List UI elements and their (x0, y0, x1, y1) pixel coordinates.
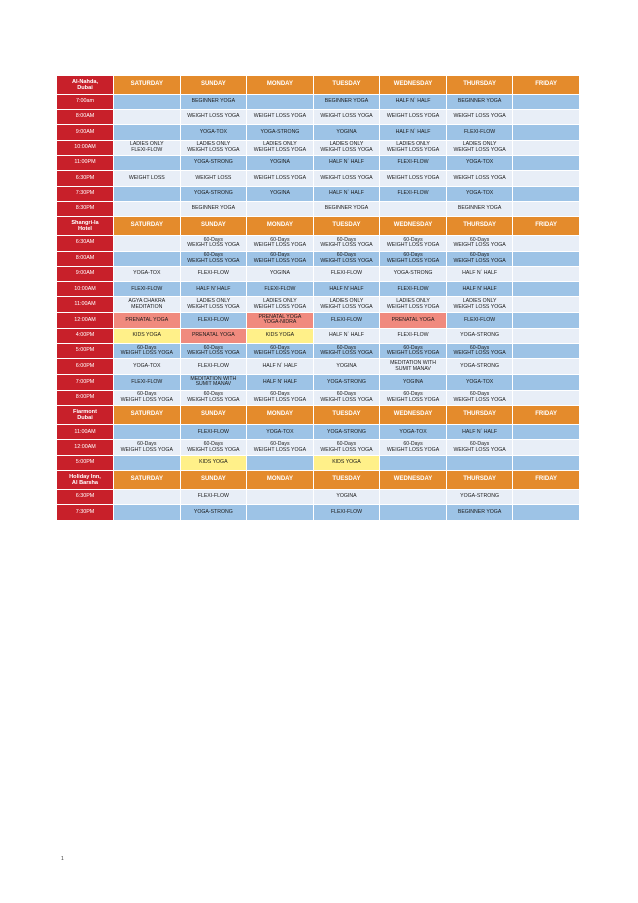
class-cell: 60-Days WEIGHT LOSS YOGA (380, 440, 447, 456)
day-header: MONDAY (247, 217, 314, 236)
day-header: MONDAY (247, 406, 314, 425)
class-cell: HALF N' HALF (247, 375, 314, 391)
day-header: SUNDAY (181, 217, 248, 236)
class-cell (114, 505, 181, 520)
day-header: SUNDAY (181, 406, 248, 425)
class-cell: PRENATAL YOGA YOGA-NIDRA (247, 313, 314, 329)
class-cell (513, 375, 580, 391)
class-cell (513, 456, 580, 471)
class-cell (247, 95, 314, 110)
class-cell: YOGA-TOX (247, 425, 314, 440)
class-cell: YOGINA (314, 359, 381, 375)
class-cell (114, 125, 181, 140)
class-cell: 60-Days WEIGHT LOSS YOGA (314, 236, 381, 252)
class-cell: BEGINNER YOGA (447, 202, 514, 217)
class-cell: 60-Days WEIGHT LOSS YOGA (114, 391, 181, 407)
class-cell: FLEXI-FLOW (380, 329, 447, 344)
class-cell (513, 171, 580, 186)
class-cell: YOGINA (380, 375, 447, 391)
class-cell: YOGINA (314, 125, 381, 140)
class-cell: 60-Days WEIGHT LOSS YOGA (314, 252, 381, 268)
class-cell: LADIES ONLY WEIGHT LOSS YOGA (380, 297, 447, 313)
class-cell: FLEXI-FLOW (314, 505, 381, 520)
class-cell: AGYA CHAKRA MEDITATION (114, 297, 181, 313)
day-header: WEDNESDAY (380, 76, 447, 95)
class-cell: YOGA-STRONG (314, 425, 381, 440)
time-slot: 5:00PM (57, 456, 114, 471)
class-cell: YOGA-STRONG (181, 156, 248, 171)
day-header: THURSDAY (447, 76, 514, 95)
class-cell (513, 202, 580, 217)
class-cell (247, 202, 314, 217)
class-cell: HALF N` HALF (380, 125, 447, 140)
class-cell: YOGINA (247, 187, 314, 202)
class-cell (513, 425, 580, 440)
class-cell: 60-Days WEIGHT LOSS YOGA (447, 440, 514, 456)
day-header: MONDAY (247, 471, 314, 490)
class-cell: FLEXI-FLOW (114, 375, 181, 391)
time-slot: 10:00AM (57, 282, 114, 297)
class-cell: 60-Days WEIGHT LOSS YOGA (247, 344, 314, 360)
class-cell: BEGINNER YOGA (447, 95, 514, 110)
class-cell (114, 95, 181, 110)
class-cell: 60-Days WEIGHT LOSS YOGA (114, 344, 181, 360)
class-cell: 60-Days WEIGHT LOSS YOGA (447, 236, 514, 252)
class-cell: 60-Days WEIGHT LOSS YOGA (314, 391, 381, 407)
day-header: WEDNESDAY (380, 217, 447, 236)
class-cell: 60-Days WEIGHT LOSS YOGA (247, 236, 314, 252)
class-cell: WEIGHT LOSS (181, 171, 248, 186)
class-cell: YOGA-STRONG (447, 490, 514, 505)
day-header: FRIDAY (513, 217, 580, 236)
time-slot: 10:00AM (57, 141, 114, 157)
class-cell (513, 297, 580, 313)
class-cell: YOGA-STRONG (181, 187, 248, 202)
class-cell: WEIGHT LOSS YOGA (247, 171, 314, 186)
day-header: TUESDAY (314, 76, 381, 95)
class-cell: FLEXI-FLOW (181, 359, 248, 375)
class-cell: WEIGHT LOSS YOGA (314, 110, 381, 125)
class-cell: FLEXI-FLOW (314, 267, 381, 282)
class-cell: LADIES ONLY FLEXI-FLOW (114, 141, 181, 157)
class-cell (114, 425, 181, 440)
class-cell: FLEXI-FLOW (380, 187, 447, 202)
class-cell: LADIES ONLY WEIGHT LOSS YOGA (247, 297, 314, 313)
class-cell: FLEXI-FLOW (314, 313, 381, 329)
class-cell: YOGA-TOX (447, 187, 514, 202)
class-cell: WEIGHT LOSS YOGA (447, 171, 514, 186)
time-slot: 8:00PM (57, 391, 114, 407)
page-number: 1 (61, 856, 64, 862)
time-slot: 6:30AM (57, 236, 114, 252)
class-cell (513, 490, 580, 505)
class-cell: BEGINNER YOGA (447, 505, 514, 520)
class-cell: WEIGHT LOSS (114, 171, 181, 186)
class-cell: HALF N` HALF (314, 329, 381, 344)
class-cell: FLEXI-FLOW (447, 313, 514, 329)
yoga-schedule-table (57, 76, 574, 521)
class-cell (380, 456, 447, 471)
day-header: MONDAY (247, 76, 314, 95)
class-cell: YOGA-TOX (114, 267, 181, 282)
class-cell: 60-Days WEIGHT LOSS YOGA (181, 252, 248, 268)
time-slot: 6:30PM (57, 490, 114, 505)
class-cell: 60-Days WEIGHT LOSS YOGA (380, 391, 447, 407)
class-cell (513, 313, 580, 329)
day-header: THURSDAY (447, 217, 514, 236)
class-cell: YOGA-STRONG (380, 267, 447, 282)
day-header: WEDNESDAY (380, 471, 447, 490)
class-cell (247, 490, 314, 505)
class-cell: LADIES ONLY WEIGHT LOSS YOGA (314, 141, 381, 157)
class-cell (114, 490, 181, 505)
time-slot: 6:30PM (57, 171, 114, 186)
day-header: SATURDAY (114, 217, 181, 236)
class-cell: YOGA-TOX (114, 359, 181, 375)
day-header: SATURDAY (114, 471, 181, 490)
class-cell: HALF N` HALF (447, 267, 514, 282)
class-cell: LADIES ONLY WEIGHT LOSS YOGA (447, 141, 514, 157)
time-slot: 11:00AM (57, 297, 114, 313)
class-cell: 60-Days WEIGHT LOSS YOGA (380, 252, 447, 268)
class-cell (513, 359, 580, 375)
class-cell: 60-Days WEIGHT LOSS YOGA (247, 440, 314, 456)
class-cell (380, 490, 447, 505)
class-cell: YOGA-TOX (447, 375, 514, 391)
class-cell: 60-Days WEIGHT LOSS YOGA (114, 440, 181, 456)
class-cell: WEIGHT LOSS YOGA (447, 110, 514, 125)
class-cell: HALF N' HALF (181, 282, 248, 297)
class-cell: PRENATAL YOGA (181, 329, 248, 344)
class-cell (513, 125, 580, 140)
class-cell: 60-Days WEIGHT LOSS YOGA (447, 252, 514, 268)
time-slot: 7:00PM (57, 375, 114, 391)
class-cell (447, 456, 514, 471)
class-cell: 60-Days WEIGHT LOSS YOGA (314, 344, 381, 360)
time-slot: 9:00AM (57, 125, 114, 140)
location-header: Fiarmont Dubai (57, 406, 114, 425)
time-slot: 8:30PM (57, 202, 114, 217)
class-cell: YOGINA (247, 267, 314, 282)
day-header: WEDNESDAY (380, 406, 447, 425)
class-cell: BEGINNER YOGA (314, 202, 381, 217)
day-header: FRIDAY (513, 471, 580, 490)
class-cell: YOGINA (247, 156, 314, 171)
time-slot: 11:00PM (57, 156, 114, 171)
class-cell: WEIGHT LOSS YOGA (314, 171, 381, 186)
class-cell: 60-Days WEIGHT LOSS YOGA (247, 252, 314, 268)
class-cell: BEGINNER YOGA (181, 202, 248, 217)
day-header: THURSDAY (447, 406, 514, 425)
class-cell: 60-Days WEIGHT LOSS YOGA (181, 391, 248, 407)
class-cell: BEGINNER YOGA (181, 95, 248, 110)
class-cell (513, 141, 580, 157)
class-cell: 60-Days WEIGHT LOSS YOGA (314, 440, 381, 456)
class-cell: FLEXI-FLOW (181, 425, 248, 440)
class-cell: PRENATAL YOGA (380, 313, 447, 329)
class-cell (513, 187, 580, 202)
class-cell: KIDS YOGA (114, 329, 181, 344)
class-cell: YOGA-STRONG (447, 359, 514, 375)
class-cell: LADIES ONLY WEIGHT LOSS YOGA (247, 141, 314, 157)
time-slot: 9:00AM (57, 267, 114, 282)
day-header: TUESDAY (314, 217, 381, 236)
class-cell: 60-Days WEIGHT LOSS YOGA (380, 236, 447, 252)
class-cell (114, 110, 181, 125)
class-cell: HALF N` HALF (314, 156, 381, 171)
class-cell: FLEXI-FLOW (380, 282, 447, 297)
class-cell (114, 202, 181, 217)
class-cell: LADIES ONLY WEIGHT LOSS YOGA (447, 297, 514, 313)
class-cell: KIDS YOGA (247, 329, 314, 344)
time-slot: 12:00AM (57, 440, 114, 456)
class-cell: 60-Days WEIGHT LOSS YOGA (181, 236, 248, 252)
time-slot: 4:00PM (57, 329, 114, 344)
class-cell (114, 187, 181, 202)
class-cell: PRENATAL YOGA (114, 313, 181, 329)
class-cell: 60-Days WEIGHT LOSS YOGA (380, 344, 447, 360)
class-cell: 60-Days WEIGHT LOSS YOGA (181, 344, 248, 360)
class-cell: KIDS YOGA (314, 456, 381, 471)
class-cell (513, 391, 580, 407)
day-header: SATURDAY (114, 406, 181, 425)
class-cell (513, 156, 580, 171)
class-cell (247, 505, 314, 520)
class-cell: 60-Days WEIGHT LOSS YOGA (447, 391, 514, 407)
class-cell (513, 505, 580, 520)
class-cell (513, 329, 580, 344)
class-cell (380, 505, 447, 520)
class-cell: HALF N` HALF (247, 359, 314, 375)
class-cell: YOGA-STRONG (181, 505, 248, 520)
class-cell: LADIES ONLY WEIGHT LOSS YOGA (181, 141, 248, 157)
class-cell: LADIES ONLY WEIGHT LOSS YOGA (380, 141, 447, 157)
class-cell (513, 95, 580, 110)
class-cell: HALF N' HALF (447, 282, 514, 297)
class-cell: FLEXI-FLOW (181, 267, 248, 282)
day-header: SUNDAY (181, 76, 248, 95)
class-cell: LADIES ONLY WEIGHT LOSS YOGA (314, 297, 381, 313)
class-cell: BEGINNER YOGA (314, 95, 381, 110)
class-cell: WEIGHT LOSS YOGA (380, 171, 447, 186)
class-cell: YOGA-STRONG (447, 329, 514, 344)
class-cell: WEIGHT LOSS YOGA (181, 110, 248, 125)
location-header: Shangri-la Hotel (57, 217, 114, 236)
class-cell: FLEXI-FLOW (380, 156, 447, 171)
class-cell: YOGA-TOX (181, 125, 248, 140)
class-cell: YOGA-TOX (447, 156, 514, 171)
class-cell (513, 236, 580, 252)
class-cell (513, 344, 580, 360)
class-cell (380, 202, 447, 217)
class-cell: HALF N` HALF (447, 425, 514, 440)
class-cell (513, 110, 580, 125)
day-header: TUESDAY (314, 471, 381, 490)
class-cell: MEDITATION WITH SUMIT MANAV (380, 359, 447, 375)
time-slot: 7:30PM (57, 187, 114, 202)
class-cell (114, 236, 181, 252)
day-header: FRIDAY (513, 406, 580, 425)
class-cell: HALF N' HALF (314, 282, 381, 297)
day-header: FRIDAY (513, 76, 580, 95)
class-cell (114, 252, 181, 268)
time-slot: 12:00AM (57, 313, 114, 329)
class-cell: FLEXI-FLOW (114, 282, 181, 297)
class-cell (513, 440, 580, 456)
class-cell (513, 252, 580, 268)
day-header: SATURDAY (114, 76, 181, 95)
class-cell: WEIGHT LOSS YOGA (380, 110, 447, 125)
class-cell: KIDS YOGA (181, 456, 248, 471)
class-cell: FLEXI-FLOW (247, 282, 314, 297)
time-slot: 8:00AM (57, 252, 114, 268)
class-cell (114, 456, 181, 471)
class-cell (513, 282, 580, 297)
class-cell: FLEXI-FLOW (447, 125, 514, 140)
class-cell: 60-Days WEIGHT LOSS YOGA (181, 440, 248, 456)
class-cell: 60-Days WEIGHT LOSS YOGA (247, 391, 314, 407)
time-slot: 6:00PM (57, 359, 114, 375)
time-slot: 7:30PM (57, 505, 114, 520)
class-cell: WEIGHT LOSS YOGA (247, 110, 314, 125)
class-cell: FLEXI-FLOW (181, 490, 248, 505)
class-cell: YOGA-STRONG (247, 125, 314, 140)
class-cell: MEDITATION WITH SUMIT MANAV (181, 375, 248, 391)
time-slot: 7:00am (57, 95, 114, 110)
time-slot: 11:00AM (57, 425, 114, 440)
location-header: Al-Nahda, Dubai (57, 76, 114, 95)
class-cell: YOGA-TOX (380, 425, 447, 440)
class-cell: HALF N` HALF (380, 95, 447, 110)
day-header: TUESDAY (314, 406, 381, 425)
class-cell (114, 156, 181, 171)
class-cell: FLEXI-FLOW (181, 313, 248, 329)
time-slot: 5:00PM (57, 344, 114, 360)
class-cell: LADIES ONLY WEIGHT LOSS YOGA (181, 297, 248, 313)
location-header: Holiday Inn, Al Barsha (57, 471, 114, 490)
class-cell: YOGA-STRONG (314, 375, 381, 391)
time-slot: 8:00AM (57, 110, 114, 125)
class-cell (247, 456, 314, 471)
day-header: THURSDAY (447, 471, 514, 490)
class-cell: YOGINA (314, 490, 381, 505)
class-cell (513, 267, 580, 282)
day-header: SUNDAY (181, 471, 248, 490)
class-cell: HALF N` HALF (314, 187, 381, 202)
class-cell: 60-Days WEIGHT LOSS YOGA (447, 344, 514, 360)
